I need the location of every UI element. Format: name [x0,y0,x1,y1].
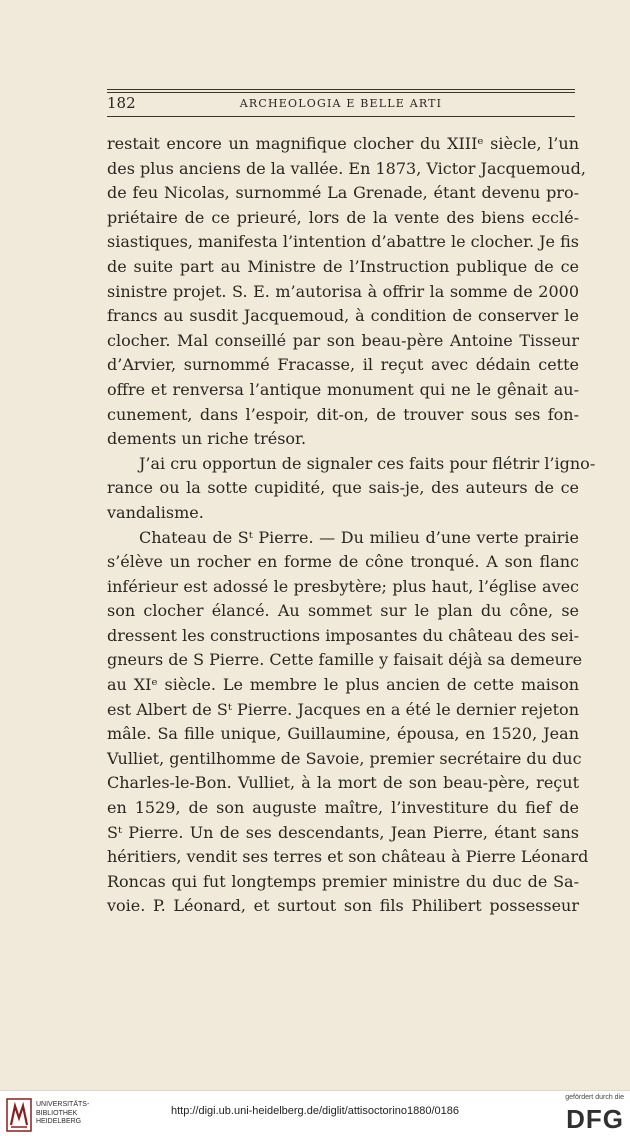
text-line: offre et renversa l’antique monument qui ne le gênait au- [107,379,579,399]
text-line: voie. P. Léonard, et surtout son fils Philibert possesseur [107,896,579,916]
header-rule-bottom [107,116,575,117]
text-line: Roncas qui fut longtemps premier ministre du duc de Sa- [107,871,579,891]
header-rule-top [107,89,575,90]
text-line: vandalisme. [107,502,204,522]
page-header [107,94,575,112]
text-line: clocher. Mal conseillé par son beau-père Antoine Tisseur [107,330,579,350]
viewer-footer [0,1090,630,1136]
text-line: en 1529, de son auguste maître, l’investiture du fief de [107,798,579,818]
text-line: cunement, dans l’espoir, dit-on, de trouver sous ses fon- [107,404,579,424]
text-line: de feu Nicolas, surnommé La Grenade, étant devenu pro- [107,183,579,203]
section-heading-line: Chateau de Sᵗ Pierre. — Du milieu d’une verte prairie [139,527,579,547]
text-line: mâle. Sa fille unique, Guillaumine, épousa, en 1520, Jean [107,724,579,744]
text-line: sinistre projet. S. E. m’autorisa à offrir la somme de 2000 [107,281,579,301]
text-line: des plus anciens de la vallée. En 1873, Victor Jacquemoud, [107,158,586,178]
text-line: Sᵗ Pierre. Un de ses descendants, Jean Pierre, étant sans [107,822,579,842]
text-line: est Albert de Sᵗ Pierre. Jacques en a été le dernier rejeton [107,699,579,719]
permalink-url[interactable]: http://digi.ub.uni-heidelberg.de/diglit/attisoctorino1880/0186 [170,1105,460,1117]
text-line: d’Arvier, surnommé Fracasse, il reçut avec dédain cette [107,355,579,375]
text-line: de suite part au Ministre de l’Instruction publique de ce [107,256,579,276]
text-line: s’élève un rocher en forme de cône tronqué. A son flanc [107,552,579,572]
text-line: gneurs de S Pierre. Cette famille y faisait déjà sa demeure [107,650,583,670]
text-line: J’ai cru opportun de signaler ces faits pour flétrir l’igno- [139,453,596,473]
text-line: Charles-le-Bon. Vulliet, à la mort de son beau-père, reçut [107,773,579,793]
text-line: francs au susdit Jacquemoud, à condition de conserver le [107,306,579,326]
sponsor-tagline: gefördert durch die [565,1094,624,1101]
sponsor-block [514,1094,624,1134]
text-line: son clocher élancé. Au sommet sur le plan du cône, se [107,601,579,621]
running-title: ARCHEOLOGIA E BELLE ARTI [239,97,443,110]
text-line: priétaire de ce prieuré, lors de la vente des biens ecclé- [107,207,579,227]
text-line: dressent les constructions imposantes du château des sei- [107,625,580,645]
dfg-logo: DFG [566,1104,624,1134]
text-line: dements un riche trésor. [107,429,307,449]
page-number: 182 [107,94,136,112]
library-name: UNIVERSITÄTS- BIBLIOTHEK HEIDELBERG [36,1101,90,1125]
text-line: au XIᵉ siècle. Le membre le plus ancien de cette maison [107,675,579,695]
text-line: héritiers, vendit ses terres et son château à Pierre Léonard [107,847,589,867]
text-line: inférieur est adossé le presbytère; plus haut, l’église avec [107,576,579,596]
body-text [107,132,596,919]
text-line: siastiques, manifesta l’intention d’abattre le clocher. Je fis [107,232,579,252]
text-line: rance ou la sotte cupidité, que sais-je, des auteurs de ce [107,478,579,498]
text-line: restait encore un magnifique clocher du XIIIᵉ siècle, l’un [107,134,579,153]
text-line: Vulliet, gentilhomme de Savoie, premier secrétaire du duc [107,748,582,768]
header-rule-top-inner [107,92,575,93]
